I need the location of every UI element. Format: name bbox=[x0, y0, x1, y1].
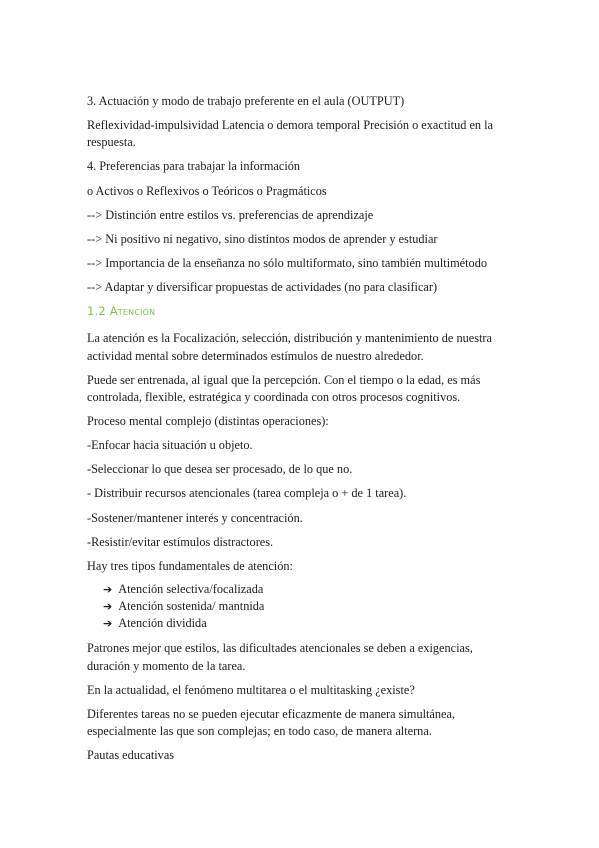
list-item-label: Atención sostenida/ mantnida bbox=[118, 598, 265, 613]
arrow-line: --> Distinción entre estilos vs. preferencias de aprendizaje bbox=[87, 207, 374, 222]
list-item bbox=[103, 615, 517, 632]
types-intro: Hay tres tipos fundamentales de atención: bbox=[87, 558, 293, 573]
arrow-line: --> Importancia de la enseñanza no sólo multiformato, sino también multimétodo bbox=[87, 255, 487, 270]
learning-styles-line: o Activos o Reflexivos o Teóricos o Pragmáticos bbox=[87, 183, 327, 198]
section-4-title: 4. Preferencias para trabajar la información bbox=[87, 159, 301, 174]
arrow-right-icon: ➔ bbox=[103, 599, 113, 613]
operation-item: -Sostener/mantener interés y concentración. bbox=[87, 510, 303, 525]
document-content bbox=[87, 93, 517, 771]
attention-types-list bbox=[87, 581, 517, 633]
operation-item: -Seleccionar lo que desea ser procesado, de lo que no. bbox=[87, 462, 353, 477]
list-item bbox=[103, 581, 517, 598]
patterns-paragraph: Patrones mejor que estilos, las dificultades atencionales se deben a exigencias, duración y momento de la tarea. bbox=[87, 641, 473, 673]
pautas-educativas: Pautas educativas bbox=[87, 748, 175, 763]
operation-item: - Distribuir recursos atencionales (tarea compleja o + de 1 tarea). bbox=[87, 486, 407, 501]
arrow-line: --> Adaptar y diversificar propuestas de actividades (no para clasificar) bbox=[87, 279, 438, 294]
attention-trainable: Puede ser entrenada, al igual que la percepción. Con el tiempo o la edad, es más controlada, flexible, estratégica y coordinada con otros procesos cognitivos. bbox=[87, 372, 481, 405]
arrow-line: --> Ni positivo ni negativo, sino distintos modos de aprender y estudiar bbox=[87, 231, 438, 246]
attention-definition: La atención es la Focalización, selección, distribución y mantenimiento de nuestra actividad mental sobre determinados estímulos de nuestro alrededor. bbox=[87, 331, 492, 363]
arrow-right-icon: ➔ bbox=[103, 617, 113, 631]
list-item-label: Atención selectiva/focalizada bbox=[118, 581, 264, 596]
multitask-answer: Diferentes tareas no se pueden ejecutar eficazmente de manera simultánea, especialmente las que son complejas; en todo caso, de manera alterna. bbox=[87, 706, 456, 739]
list-item bbox=[103, 598, 517, 615]
section-3-body: Reflexividad-impulsividad Latencia o demora temporal Precisión o exactitud en la respuesta. bbox=[87, 118, 494, 150]
operation-item: -Resistir/evitar estímulos distractores. bbox=[87, 534, 274, 549]
multitask-question: En la actualidad, el fenómeno multitarea o el multitasking ¿existe? bbox=[87, 682, 415, 697]
list-item-label: Atención dividida bbox=[118, 616, 207, 631]
section-heading-atencion: 1.2 Atención bbox=[87, 304, 156, 319]
section-3-title: 3. Actuación y modo de trabajo preferente en el aula (OUTPUT) bbox=[87, 94, 405, 108]
process-intro: Proceso mental complejo (distintas operaciones): bbox=[87, 414, 329, 429]
arrow-right-icon: ➔ bbox=[103, 582, 113, 596]
operation-item: -Enfocar hacia situación u objeto. bbox=[87, 438, 253, 453]
